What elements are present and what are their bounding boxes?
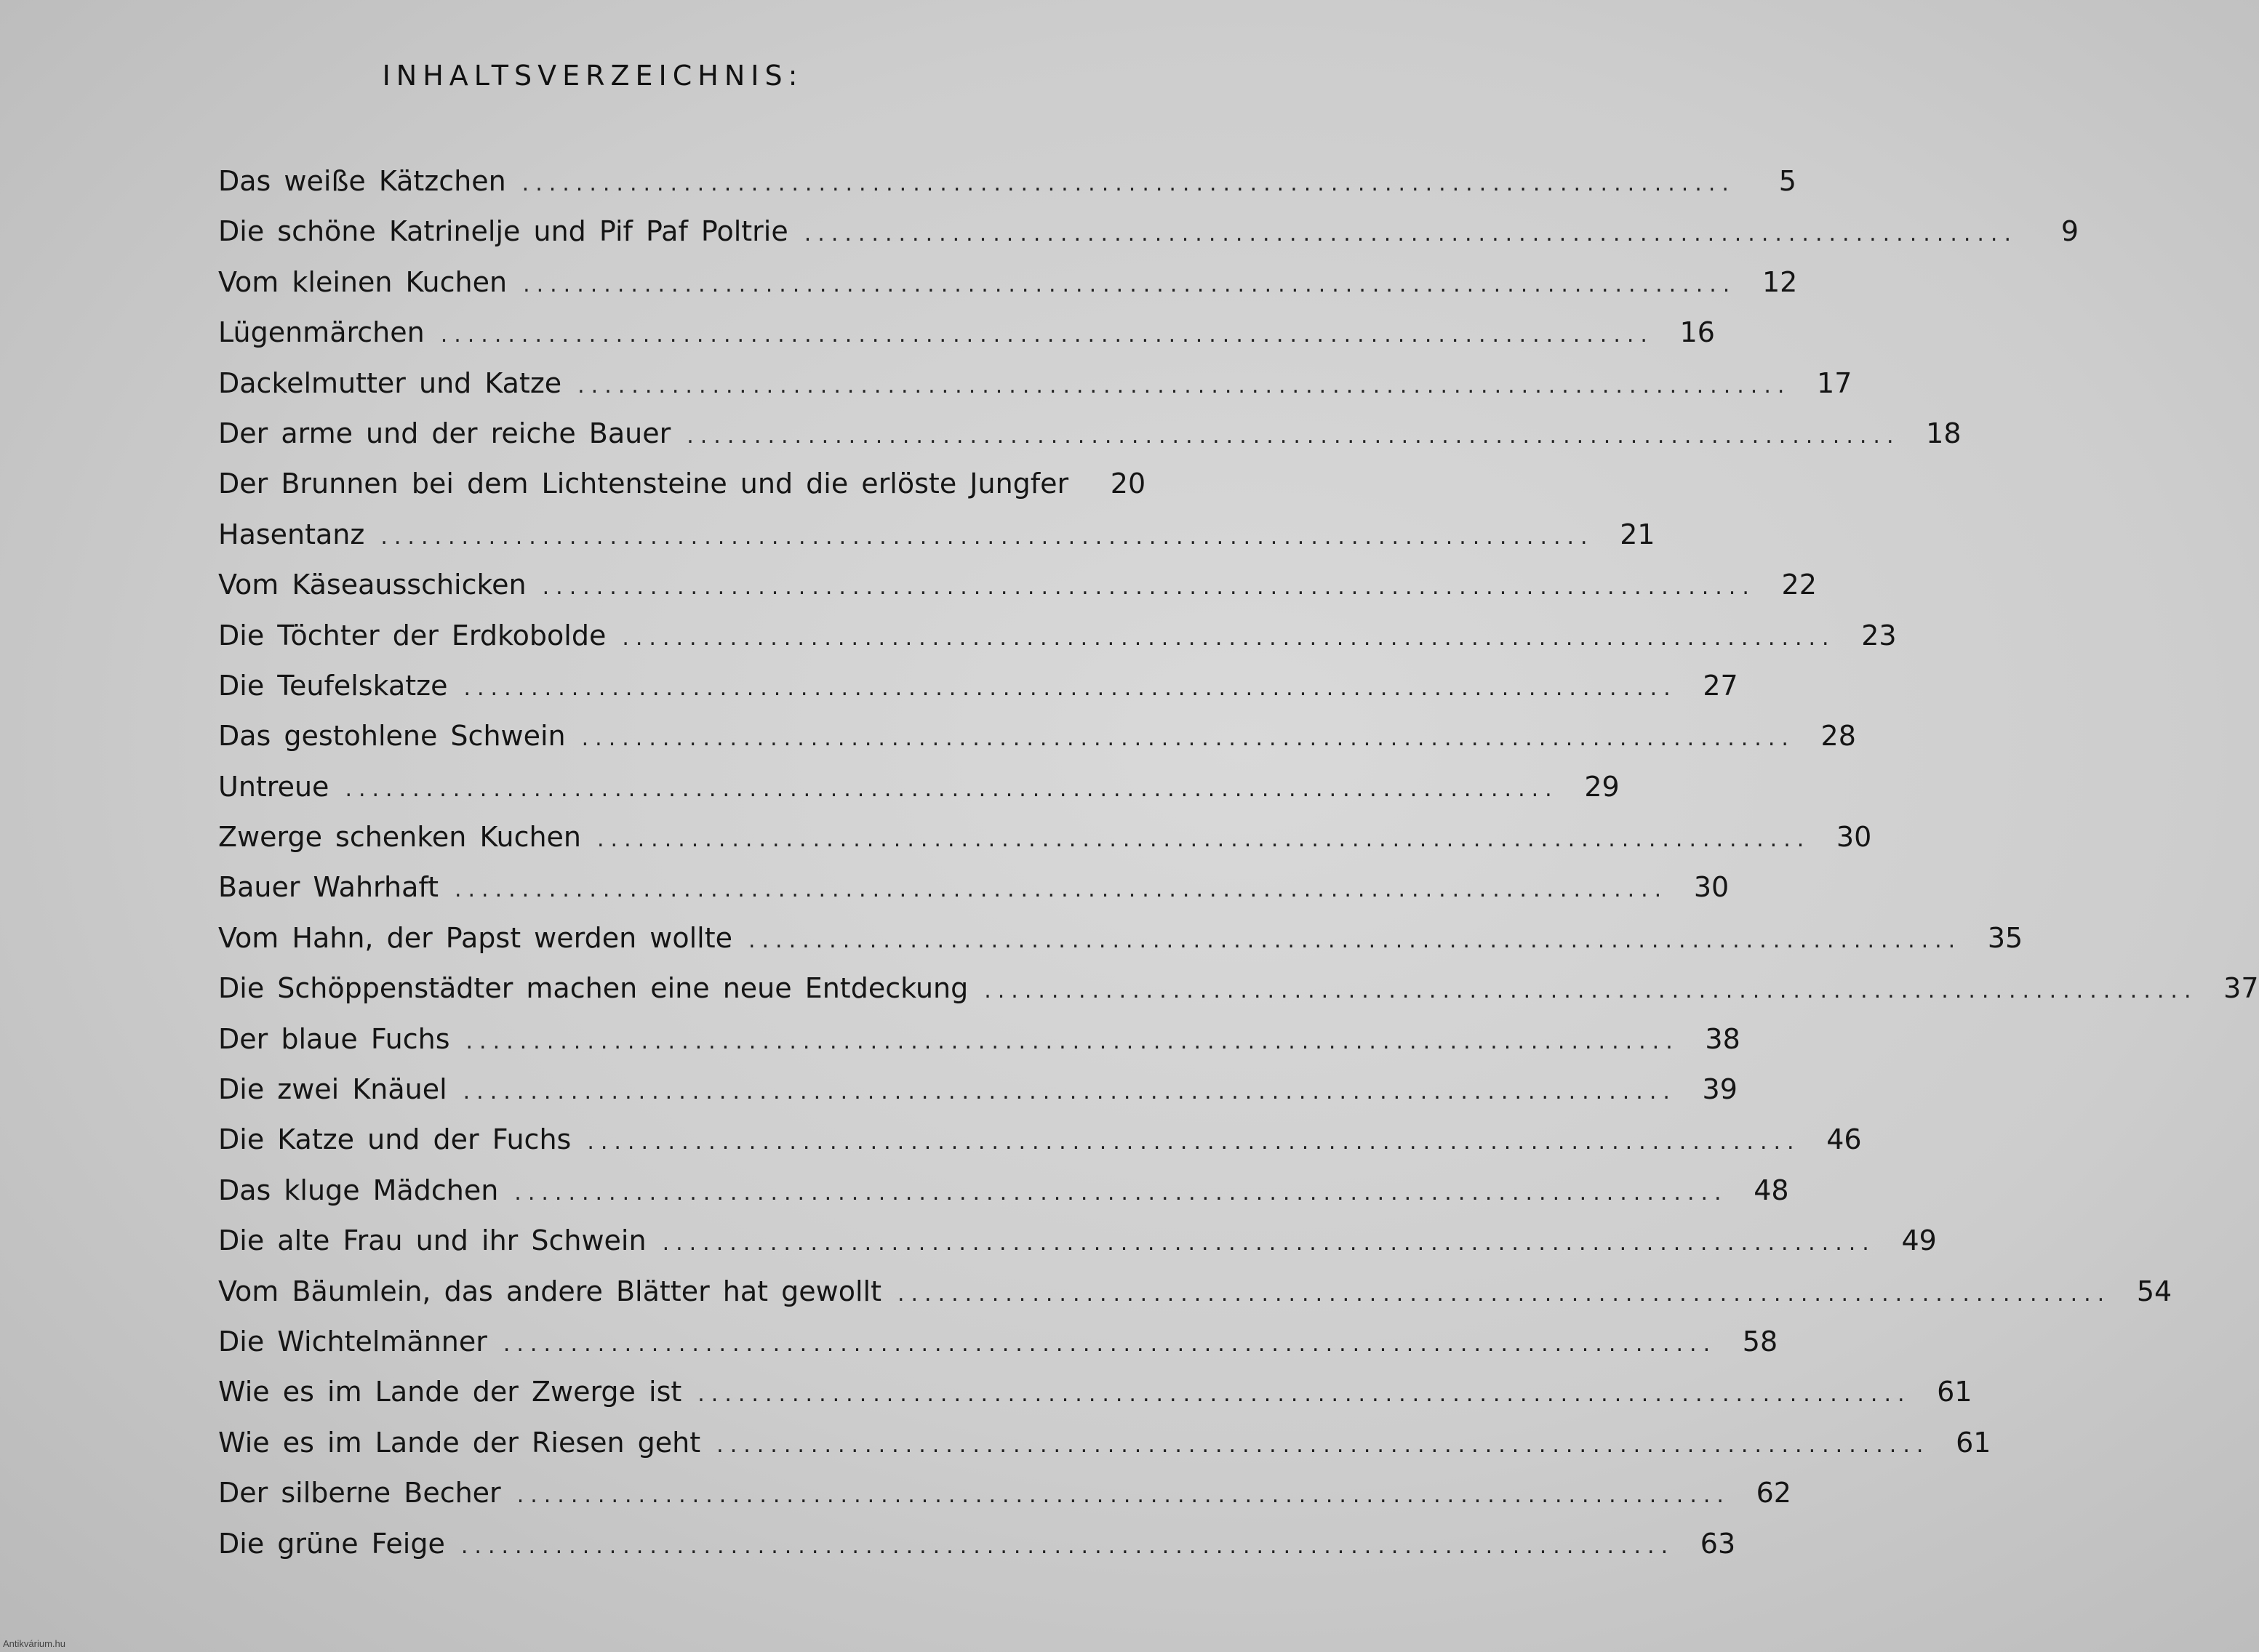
dot-leader: .......................................................................................... [523, 271, 1737, 297]
toc-entry [218, 1267, 2172, 1317]
toc-entry [218, 409, 1962, 459]
dot-leader: .......................................................................................... [716, 1432, 1930, 1458]
dot-leader: .......................................................................................... [516, 1483, 1730, 1509]
toc-entry-page-number: 12 [1762, 265, 1798, 298]
toc-entry-title: Lügenmärchen [218, 316, 425, 349]
dot-leader: .......................................................................................... [542, 574, 1756, 601]
dot-leader: .......................................................................................... [503, 1331, 1717, 1357]
toc-entry-page-number: 27 [1703, 669, 1738, 702]
toc-entry-page-number: 20 [1110, 468, 1146, 500]
toc-entry-title: Zwerge schenken Kuchen [218, 821, 582, 854]
toc-entry-title: Der silberne Becher [218, 1477, 501, 1509]
toc-entry [218, 459, 1146, 509]
dot-leader: .......................................................................................... [577, 372, 1791, 398]
toc-entry-title: Die zwei Knäuel [218, 1073, 447, 1106]
toc-entry-title: Vom Bäumlein, das andere Blätter hat gewollt [218, 1275, 881, 1307]
toc-entry [218, 1317, 1778, 1367]
toc-entry [218, 1367, 1972, 1417]
toc-entry-title: Die alte Frau und ihr Schwein [218, 1224, 647, 1257]
toc-entry [218, 711, 1856, 761]
dot-leader: .......................................................................................... [597, 827, 1811, 853]
toc-entry-page-number: 5 [1778, 165, 1796, 197]
toc-entry-title: Wie es im Lande der Riesen geht [218, 1426, 701, 1459]
toc-entry-page-number: 61 [1956, 1426, 1991, 1459]
toc-entry [218, 1166, 1789, 1216]
dot-leader: .......................................................................................... [514, 1179, 1728, 1206]
dot-leader: .......................................................................................... [465, 1028, 1679, 1054]
toc-entry-title: Die grüne Feige [218, 1527, 445, 1560]
toc-entry-page-number: 30 [1836, 821, 1872, 854]
toc-entry-title: Die Schöppenstädter machen eine neue Entdeckung [218, 972, 969, 1005]
toc-entry-title: Vom Hahn, der Papst werden wollte [218, 921, 732, 954]
toc-entry [218, 560, 1817, 610]
dot-leader: .......................................................................................... [662, 1230, 1876, 1256]
toc-entry-title: Der blaue Fuchs [218, 1022, 450, 1055]
toc-entry-page-number: 54 [2136, 1275, 2172, 1307]
toc-entry-title: Das gestohlene Schwein [218, 720, 566, 753]
dot-leader: .......................................................................................... [587, 1129, 1801, 1155]
toc-entry-page-number: 18 [1926, 417, 1962, 449]
toc-entry-title: Hasentanz [218, 518, 365, 550]
toc-entry-page-number: 28 [1820, 720, 1856, 753]
page-title: INHALTSVERZEICHNIS: [382, 60, 804, 92]
toc-entry [218, 1115, 1862, 1165]
toc-entry [218, 812, 1872, 862]
toc-entry-page-number: 21 [1620, 518, 1655, 550]
toc-entry-title: Die Wichtelmänner [218, 1325, 487, 1358]
toc-entry [218, 358, 1852, 409]
dot-leader: .......................................................................................... [380, 524, 1594, 550]
toc-entry [218, 1064, 1738, 1115]
toc-entry [218, 510, 1655, 560]
toc-entry-title: Untreue [218, 770, 329, 803]
toc-entry-title: Der arme und der reiche Bauer [218, 417, 671, 449]
toc-entry [218, 308, 1715, 358]
toc-entry-page-number: 22 [1781, 569, 1817, 601]
toc-entry [218, 963, 2259, 1014]
dot-leader: .......................................................................................... [460, 1533, 1675, 1559]
toc-entry-page-number: 49 [1901, 1224, 1937, 1257]
toc-entry-page-number: 37 [2223, 972, 2259, 1005]
toc-entry [218, 156, 1796, 206]
toc-entry-title: Vom Käseausschicken [218, 569, 527, 601]
dot-leader: .......................................................................................... [463, 1079, 1676, 1105]
dot-leader: .......................................................................................... [440, 322, 1654, 348]
dot-leader: .......................................................................................... [687, 422, 1900, 449]
toc-entry [218, 913, 2023, 963]
toc-entry [218, 1216, 1937, 1266]
table-of-contents [218, 156, 2259, 1569]
toc-entry-page-number: 23 [1861, 619, 1897, 651]
toc-entry [218, 862, 1730, 913]
toc-entry-page-number: 39 [1702, 1073, 1738, 1106]
dot-leader: .......................................................................................... [622, 625, 1836, 651]
toc-entry-page-number: 62 [1756, 1477, 1791, 1509]
dot-leader: .......................................................................................... [804, 221, 2018, 247]
toc-entry-page-number: 16 [1679, 316, 1715, 349]
toc-entry-title: Das weiße Kätzchen [218, 165, 506, 197]
toc-entry-title: Die Katze und der Fuchs [218, 1123, 572, 1156]
dot-leader: .......................................................................................... [984, 978, 2198, 1004]
toc-entry-title: Der Brunnen bei dem Lichtensteine und die erlöste Jungfer [218, 468, 1069, 500]
toc-entry-page-number: 35 [1987, 921, 2023, 954]
toc-entry-page-number: 9 [2060, 215, 2079, 248]
dot-leader: .......................................................................................... [463, 675, 1677, 701]
toc-entry-page-number: 58 [1742, 1325, 1778, 1358]
toc-entry-title: Vom kleinen Kuchen [218, 265, 508, 298]
toc-entry [218, 257, 1798, 308]
toc-entry [218, 206, 2079, 257]
dot-leader: .......................................................................................... [521, 171, 1735, 196]
toc-entry-title: Das kluge Mädchen [218, 1174, 499, 1206]
toc-entry-title: Die Teufelskatze [218, 669, 448, 702]
toc-entry [218, 1468, 1791, 1518]
dot-leader: .......................................................................................... [748, 927, 1962, 953]
toc-entry [218, 661, 1738, 711]
toc-entry-page-number: 61 [1937, 1376, 1972, 1408]
dot-leader: .......................................................................................... [697, 1382, 1911, 1408]
dot-leader: .......................................................................................... [581, 726, 1795, 752]
toc-entry-title: Bauer Wahrhaft [218, 871, 439, 904]
toc-entry-title: Die Töchter der Erdkobolde [218, 619, 607, 651]
toc-entry-page-number: 46 [1826, 1123, 1862, 1156]
toc-entry-page-number: 29 [1584, 770, 1620, 803]
dot-leader: .......................................................................................... [897, 1280, 2111, 1307]
toc-entry-page-number: 17 [1817, 366, 1852, 399]
toc-entry [218, 1014, 1740, 1064]
toc-entry [218, 762, 1620, 812]
toc-entry [218, 1418, 1991, 1468]
toc-entry-title: Wie es im Lande der Zwerge ist [218, 1376, 682, 1408]
toc-entry-page-number: 63 [1700, 1527, 1736, 1560]
toc-entry-title: Die schöne Katrinelje und Pif Paf Poltrie [218, 215, 788, 248]
toc-entry-title: Dackelmutter und Katze [218, 366, 562, 399]
toc-entry-page-number: 38 [1705, 1022, 1740, 1055]
toc-entry [218, 1519, 1736, 1569]
toc-entry-page-number: 48 [1754, 1174, 1789, 1206]
toc-entry-page-number: 30 [1693, 871, 1730, 904]
watermark: Antikvárium.hu [3, 1638, 65, 1649]
dot-leader: .......................................................................................... [454, 877, 1668, 903]
dot-leader: .......................................................................................... [345, 776, 1559, 802]
toc-entry [218, 611, 1897, 661]
